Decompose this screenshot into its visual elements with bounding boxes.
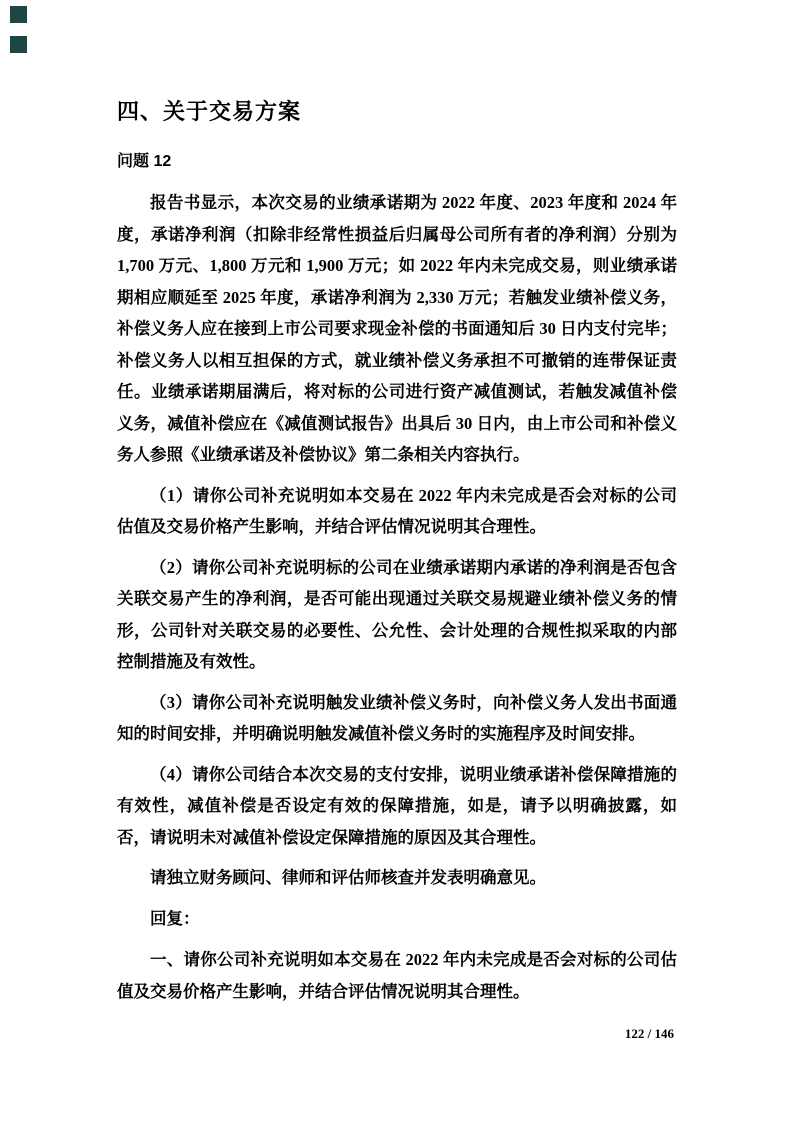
- section-title: 四、关于交易方案: [117, 99, 302, 124]
- paragraph-question-1: （1）请你公司补充说明如本交易在 2022 年内未完成是否会对标的公司估值及交易价格产生影响，并结合评估情况说明其合理性。: [117, 485, 677, 536]
- corner-mark-bottom-icon: [10, 36, 27, 53]
- paragraph-verify-request: 请独立财务顾问、律师和评估师核查并发表明确意见。: [150, 868, 546, 887]
- paragraph-reply-heading-1: 一、请你公司补充说明如本交易在 2022 年内未完成是否会对标的公司估值及交易价格产生影响，并结合评估情况说明其合理性。: [117, 950, 677, 1001]
- paragraph-overview: 报告书显示，本次交易的业绩承诺期为 2022 年度、2023 年度和 2024 年度，承诺净利润（扣除非经常性损益后归属母公司所有者的净利润）分别为 1,700 万元、1,800 万元和 1,900 万元；如 2022 年内未完成交易，则业绩承诺期相应顺延至 2025 年度，承诺净利润为 2,330 万元；若触发业绩补偿义务，补偿义务人应在接到上市公司要求现金补偿的书面通知后 30 日内支付完毕；补偿义务人以相互担保的方式，就业绩补偿义务承担不可撤销的连带保证责任。业绩承诺期届满后，将对标的公司进行资产减值测试，若触发减值补偿义务，减值补偿应在《减值测试报告》出具后 30 日内，由上市公司和补偿义务人参照《业绩承诺及补偿协议》第二条相关内容执行。: [117, 193, 677, 464]
- corner-mark-top-icon: [10, 6, 27, 23]
- document-content: [117, 0, 677, 1016]
- page-number: 122 / 146: [624, 1026, 674, 1041]
- paragraph-question-3: （3）请你公司补充说明触发业绩补偿义务时，向补偿义务人发出书面通知的时间安排，并明确说明触发减值补偿义务时的实施程序及时间安排。: [117, 692, 677, 743]
- paragraph-reply-label: 回复：: [150, 908, 200, 928]
- paragraph-question-2: （2）请你公司补充说明标的公司在业绩承诺期内承诺的净利润是否包含关联交易产生的净利润，是否可能出现通过关联交易规避业绩补偿义务的情形，公司针对关联交易的必要性、公允性、会计处理的合规性拟采取的内部控制措施及有效性。: [117, 557, 677, 671]
- question-label: 问题 12: [117, 153, 172, 170]
- paragraph-question-4: （4）请你公司结合本次交易的支付安排，说明业绩承诺补偿保障措施的有效性，减值补偿是否设定有效的保障措施，如是，请予以明确披露，如否，请说明未对减值补偿设定保障措施的原因及其合理性。: [117, 764, 677, 847]
